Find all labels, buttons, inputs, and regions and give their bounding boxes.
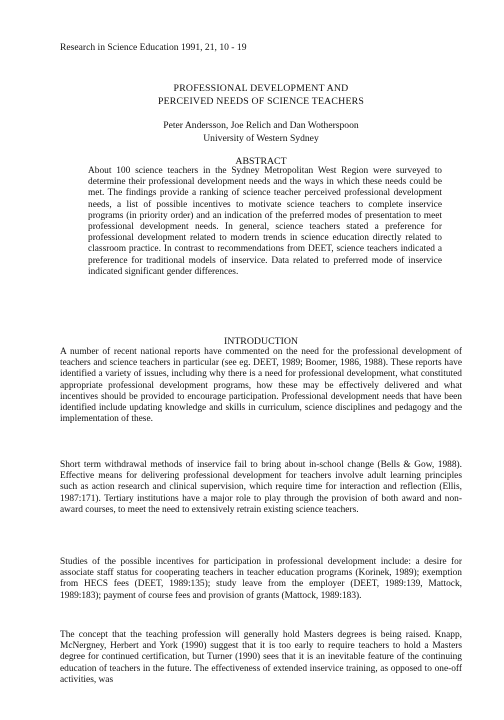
journal-citation: Research in Science Education 1991, 21, 10 - 19 [60,42,247,53]
title-block [60,82,462,108]
body-paragraph: Short term withdrawal methods of inservice fail to bring about in-school change (Bells & Gow, 1988). Effective means for delivering professional development for teachers involve adult learning principles such as action research and clinical supervision, which require time for interaction and reflection (Ellis, 1987:171). Tertiary institutions have a major role to play through the provision of both award and non-award courses, to meet the need to extensively retrain existing science teachers. [60,460,462,515]
body-paragraph: A number of recent national reports have commented on the need for the professional development of teachers and science teachers in particular (see eg. DEET, 1989; Boomer, 1986, 1988). These reports have identified a variety of issues, including why there is a need for professional development, what constituted appropriate professional development programs, how these may be effectively delivered and what incentives should be provided to encourage participation. Professional development needs that have been identified include updating knowledge and skills in curriculum, science disciplines and pedagogy and the implementation of these. [60,347,462,425]
introduction-heading: INTRODUCTION [223,336,298,347]
title-line-1: PROFESSIONAL DEVELOPMENT AND [173,83,349,94]
author-block [60,119,462,145]
abstract-text: About 100 science teachers in the Sydney Metropolitan West Region were surveyed to determine their professional development needs and the ways in which these needs could be met. The findings provide a ranking of science teacher perceived professional development needs, a list of possible incentives to motivate science teachers to complete inservice programs (in priority order) and an indication of the preferred modes of presentation to meet professional development needs. In general, science teachers stated a preference for professional development related to modern trends in science education directly related to classroom practice. In contrast to recommendations from DEET, science teachers indicated a preference for traditional models of inservice. Data related to preferred mode of inservice indicated significant gender differences. [88,166,442,277]
affiliation: University of Western Sydney [203,133,319,144]
body-paragraph: Studies of the possible incentives for participation in professional development include: a desire for associate staff status for cooperating teachers in teacher education programs (Korinek, 1989); exemption from HECS fees (DEET, 1989:135); study leave from the employer (DEET, 1989:139, Mattock, 1989:183); payment of course fees and provision of grants (Mattock, 1989:183). [60,557,462,601]
body-paragraph: The concept that the teaching profession will generally hold Masters degrees is being raised. Knapp, McNergney, Herbert and York (1990) suggest that it is too early to require teachers to hold a Masters degree for continued certification, but Turner (1990) sees that it is an inevitable feature of the continuing education of teachers in the future. The effectiveness of extended inservice training, as opposed to one-off activities, was [60,630,462,685]
title-line-2: PERCEIVED NEEDS OF SCIENCE TEACHERS [157,96,365,107]
author-names: Peter Andersson, Joe Relich and Dan Wotherspoon [163,120,359,131]
abstract-heading: ABSTRACT [235,156,287,167]
